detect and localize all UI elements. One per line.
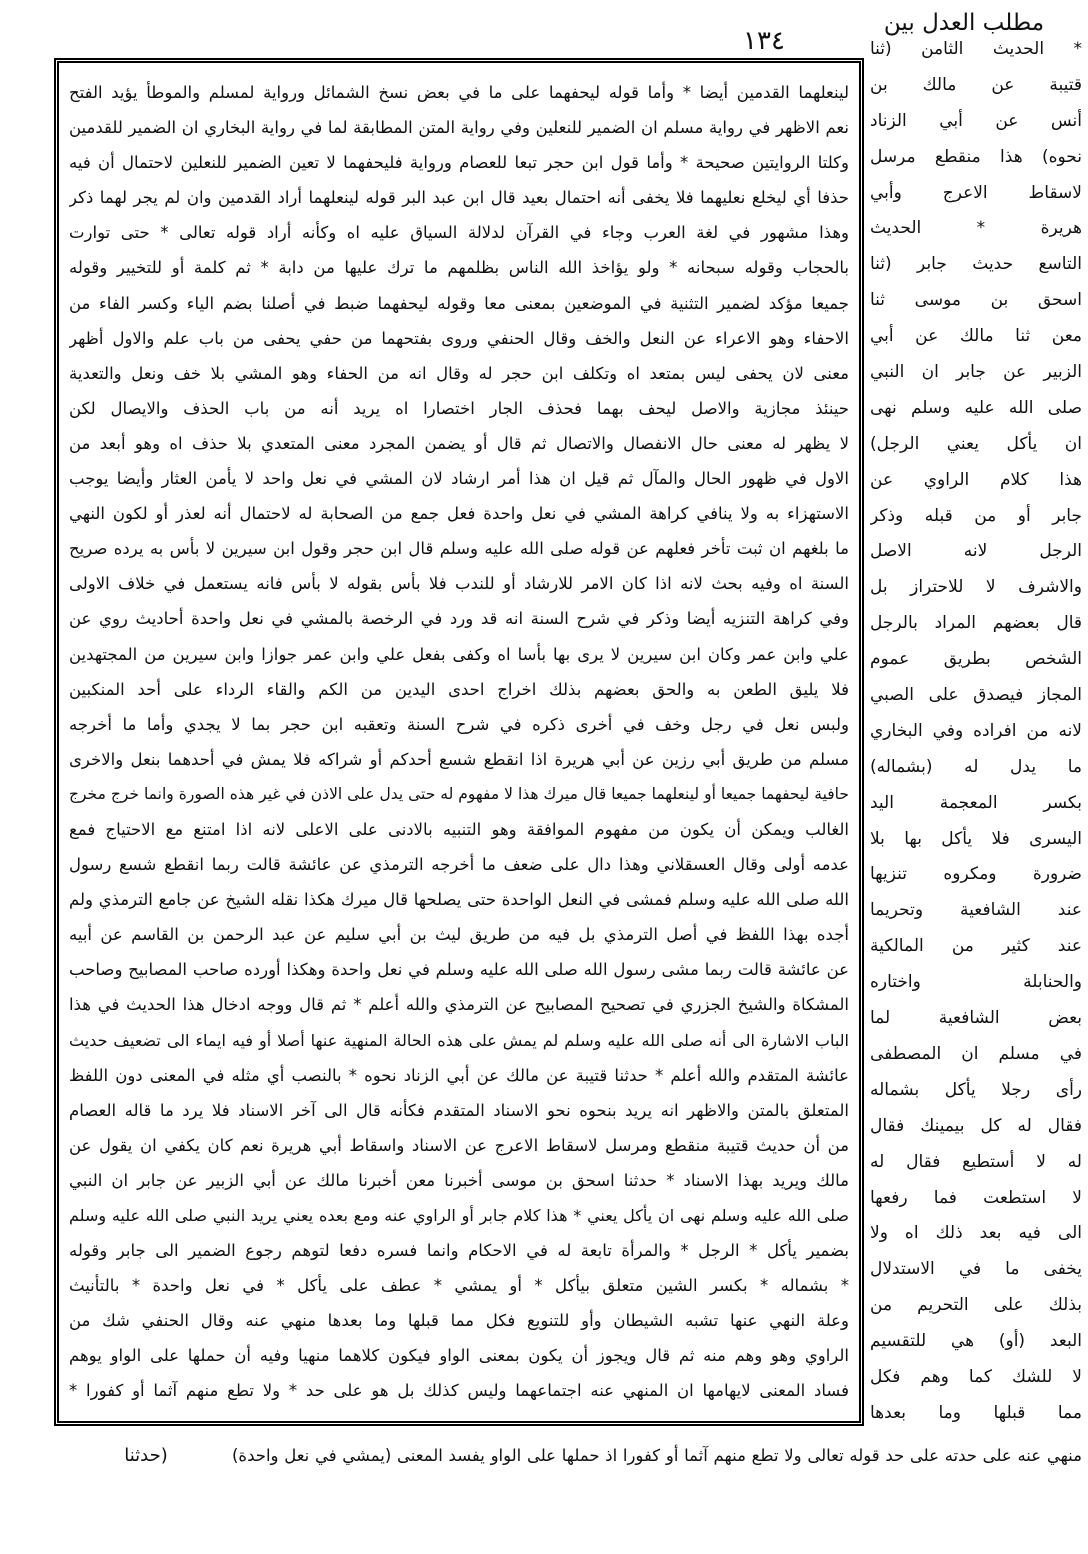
main-text-line: الاول في ظهور الحال والمآل ثم قيل ان هذا أمر ارشاد لان المشي في نعل واحد لا يأمن العثار وأيضا يوجب (69, 469, 849, 489)
catchword-line (96, 1436, 1082, 1476)
margin-line: في مسلم ان المصطفى (870, 1043, 1082, 1064)
main-text-line: عائشة المتقدم والله أعلم * حدثنا قتيبة عن مالك عن أبي الزناد نحوه * بالنصب أي مثله في المعنى دون اللفظ (69, 1065, 849, 1085)
margin-line: مما قبلها وما بعدها (870, 1402, 1082, 1423)
margin-line: قتيبة عن مالك بن (870, 74, 1082, 95)
margin-line: هذا كلام الراوي عن (870, 469, 1082, 490)
main-text-line: أجده بهذا اللفظ في أصل الترمذي بل فيه من طريق ليث بن أبي سليم عن عبد الرحمن بن القاسم عن أبيه (69, 925, 849, 945)
main-text-line: وكلتا الروايتين صحيحة * وأما قول ابن حجر تبعا للعصام ورواية فليحفهما لا تعين الضمير للنعلين لاحتمال أن فيه (69, 153, 849, 173)
margin-line: لانه من افراده وفي البخاري (870, 720, 1082, 741)
margin-line: المجاز فيصدق على الصبي (870, 685, 1082, 706)
main-text-line: جميعا مؤكد لضمير التثنية في الموضعين بمعنى معا وقوله ليحفهما ضبط في أصلنا بضم الياء وكسر الفاء من (69, 293, 849, 313)
catchword: (حدثنا (124, 1445, 168, 1466)
main-text-line: الاحفاء وهو الاعراء عن النعل والخف وقال الحنفي وروى بفتحهما من حفي يحفى من باب علم والاول أظهر (69, 328, 849, 348)
margin-line: هريرة * الحديث (870, 218, 1082, 239)
margin-line: ما يدل له (بشماله) (870, 756, 1082, 777)
main-text-body (69, 75, 849, 1409)
margin-line: البعد (أو) هي للتقسيم (870, 1331, 1082, 1352)
main-text-line: وهذا مشهور في لغة العرب وجاء في القرآن لدلالة السياق عليه اه وكأنه أراد قوله تعالى * حتى توارت (69, 223, 849, 243)
margin-line: فقال له كل بيمينك فقال (870, 1115, 1082, 1136)
main-text-line: السنة اه وفيه بحث لانه اذا كان الامر للارشاد أو للندب فلا بأس بقوله لا بأس فانه يستعمل في خلاف الاولى (69, 574, 849, 594)
main-text-line: * بشماله * بكسر الشين متعلق بيأكل * أو يمشي * عطف على يأكل * في نعل واحدة * بالتأنيث (69, 1276, 849, 1296)
main-text-line: عن عائشة قالت ربما مشى رسول الله صلى الله عليه وسلم في نعل واحدة وهكذا أورده صاحب المصابيح وصاحب (69, 960, 849, 980)
margin-line: ضرورة ومكروه تنزيها (870, 864, 1082, 885)
main-text-line: مسلم من طريق أبي رزين عن أبي هريرة اذا انقطع شسع أحدكم أو شراكه فلا يمش في أحدهما بنعل والاخرى (69, 749, 849, 769)
main-text-line: الراوي وهو وهم منه ثم قال ويجوز أن يكون بمعنى الواو فيكون كلاهما منهيا وفيه أن حملها على الواو يوهم (69, 1346, 849, 1366)
margin-line: له لا أستطيع فقال له (870, 1151, 1082, 1172)
main-text-line: الباب الاشارة الى أنه صلى الله عليه وسلم لم يمش على هذه الحالة المنهية عنها أصلا أو فيه ايماء الى تضعيف حديث (69, 1030, 849, 1050)
margin-line: والحنابلة واختاره (870, 972, 1082, 993)
margin-line: الشخص بطريق عموم (870, 649, 1082, 670)
bottom-line-text: منهي عنه على حدته على حد قوله تعالى ولا تطع منهم آثما أو كفورا اذ حملها على الواو يفسد المعنى (يمشي في نعل واحدة) (232, 1446, 1082, 1465)
margin-line: لا للشك كما وهم فكل (870, 1366, 1082, 1387)
margin-line: اسحق بن موسى ثنا (870, 290, 1082, 311)
margin-line: الزبير عن جابر ان النبي (870, 362, 1082, 383)
main-text-line: ولبس نعل في رجل وخف في أخرى ذكره في شرح السنة وتعقبه ابن حجر بما لا يجدي وأما ما أخرجه (69, 714, 849, 734)
margin-line: عند كثير من المالكية (870, 936, 1082, 957)
margin-line: التاسع حديث جابر (ثنا (870, 254, 1082, 275)
page-number: ١٣٤ (743, 26, 785, 56)
margin-line: بذلك على التحريم من (870, 1295, 1082, 1316)
margin-line: الرجل لانه الاصل (870, 541, 1082, 562)
main-text-line: الله صلى الله عليه وسلم فمشى في النعل الواحدة حتى يصلحها قال ميرك هكذا نقله الشيخ عن جامع الترمذي ولم (69, 890, 849, 910)
margin-line: اليسرى فلا يأكل بها بلا (870, 828, 1082, 849)
main-text-line: نعم الاظهر في رواية مسلم ان الضمير للنعلين وفي رواية المتن المطابقة لما في رواية البخاري ان الضمير للقدمين (69, 118, 849, 138)
main-text-line: وعلة النهي عنها تشبه الشيطان وأو للتنويع فكل مما قبلها وما بعدها منهي عنه وقال الحنفي شك من (69, 1311, 849, 1331)
main-text-line: صلى الله عليه وسلم نهى ان يأكل يعني * هذا كلام جابر أو الراوي عنه ومع بعده يعني يريد النبي صلى الله عليه وسلم (69, 1206, 849, 1225)
main-text-line: الغالب ويمكن أن يكون من مفهوم الموافقة وهو التنبيه بالادنى على الاعلى لانه اذا امتنع مع الاحتياج فمع (69, 819, 849, 839)
main-text-line: عدمه أولى وقال العسقلاني وهذا دال على ضعف ما أخرجه الترمذي عن عائشة قالت ربما انقطع شسع رسول (69, 855, 849, 875)
main-text-line: من أن حديث قتيبة منقطع ومرسل لاسقاط الاعرج عن الاسناد واسقاط أبي هريرة نعم كان يكفي ان يقول عن (69, 1135, 849, 1155)
margin-line: * الحديث الثامن (ثنا (870, 39, 1082, 59)
main-text-line: المشكاة والشيخ الجزري في تصحيح المصابيح عن الترمذي والله أعلم * ثم قال ووجه ادخال هذا الحديث في هذا (69, 995, 849, 1015)
main-text-line: الاستهزاء به ولا ينافي كراهة المشي في نعل واحدة فعل جمع من الصحابة له لاحتمال أنه لعذر أو لكون النهي (69, 504, 849, 524)
margin-line: رأى رجلا يأكل بشماله (870, 1079, 1082, 1100)
main-text-line: المتعلق بالمتن والاظهر انه يريد بنحوه نحو الاسناد المتقدم فكأنه قال الى آخر الاسناد فلا يرد ما قاله العصام (69, 1100, 849, 1120)
margin-line: بكسر المعجمة اليد (870, 792, 1082, 813)
margin-line: نحوه) هذا منقطع مرسل (870, 146, 1082, 167)
main-text-line: حافية ليحفهما جميعا أو لينعلهما جميعا قال ميرك هذا لا مفهوم له حتى يدل على الاذن في غير هذه الصورة وانما خرج مخرج (69, 784, 849, 803)
main-text-line: بضمير يأكل * الرجل * والمرأة تابعة له في الاحكام وانما فسره دفعا لتوهم رجوع الضمير الى جابر وقوله (69, 1241, 849, 1261)
main-text-line: ما بلغهم ان ثبت تأخر فعلهم عن قوله صلى الله عليه وسلم قال ابن حجر وقول ابن سيرين لا بأس به يرده صريح (69, 539, 849, 559)
margin-line: والاشرف لا للاحتراز بل (870, 577, 1082, 598)
margin-line: ان يأكل يعني الرجل) (870, 433, 1082, 454)
margin-line: الى فيه بعد ذلك اه ولا (870, 1223, 1082, 1244)
main-text-line: فلا يليق الطعن به والحق بعضهم بذلك اخراج احدى اليدين من الكم والقاء الرداء على أحد المنكبين (69, 679, 849, 699)
margin-line: لا استطعت فما رفعها (870, 1187, 1082, 1208)
margin-line: لاسقاط الاعرج وأبي (870, 182, 1082, 203)
main-text-line: فساد المعنى لايهامها ان المنهي عنه اجتماعهما وليس كذلك بل هو على حد * ولا تطع منهم آثما أو كفورا * (69, 1381, 849, 1401)
margin-line: بعض الشافعية لما (870, 1008, 1082, 1029)
main-text-line: معنى لان يحفى ليس بمتعد اه وتكلف ابن حجر له وقال انه من الحفاء وهو المشي بلا خف ونعل والتعدية (69, 363, 849, 383)
margin-line: جابر أو من قبله وذكر (870, 505, 1082, 526)
running-head: مطلب العدل بين (883, 10, 1045, 36)
margin-line: قال بعضهم المراد بالرجل (870, 613, 1082, 634)
margin-commentary (870, 32, 1082, 1432)
main-text-line: علي وابن عمر وكان ابن سيرين لا يرى بها بأسا اه وكفى بفعل علي وابن عمر جوازا وابن سيرين من المجتهدين (69, 644, 849, 664)
margin-line: يخفى ما في الاستدلال (870, 1259, 1082, 1280)
main-text-line: بالحجاب وقوله سبحانه * ولو يؤاخذ الله الناس بظلمهم ما ترك عليها من دابة * ثم كلمة أو للتخيير وقوله (69, 258, 849, 278)
margin-line: صلى الله عليه وسلم نهى (870, 397, 1082, 418)
margin-line: معن ثنا مالك عن أبي (870, 326, 1082, 347)
main-text-line: حينئذ مجازية والاصل ليحف بهما فحذف الجار اختصارا اه يريد أنه من باب الحذف والايصال لكن (69, 398, 849, 418)
main-text-frame (54, 58, 864, 1426)
margin-line: أنس عن أبي الزناد (870, 110, 1082, 131)
main-text-line: وفي كراهة التنزيه أيضا وذكر في شرح السنة انه قد ورد في الرخصة بالمشي في نعل واحدة أحاديث روي عن (69, 609, 849, 629)
main-text-line: حذفا أي ليخلع نعليهما فلا يخفى أنه احتمال بعيد قال ابن عبد البر قوله لينعلهما أراد القدمين وان لم يجر لهما ذكر (69, 188, 849, 208)
main-text-line: مالك ويريد بهذا الاسناد * حدثنا اسحق بن موسى أخبرنا معن أخبرنا مالك عن أبي الزبير عن جابر ان النبي (69, 1170, 849, 1190)
main-text-line: لينعلهما القدمين أيضا * وأما قوله ليحفهما على ما في بعض نسخ الشمائل ورواية لمسلم والموطأ يؤيد الفتح (69, 83, 849, 102)
main-text-line: لا يظهر له معنى حال الانفصال والاتصال ثم قال أو يضمن المجرد معنى المتعدي بلا حذف اه وهو أبعد من (69, 433, 849, 453)
margin-line: عند الشافعية وتحريما (870, 900, 1082, 921)
